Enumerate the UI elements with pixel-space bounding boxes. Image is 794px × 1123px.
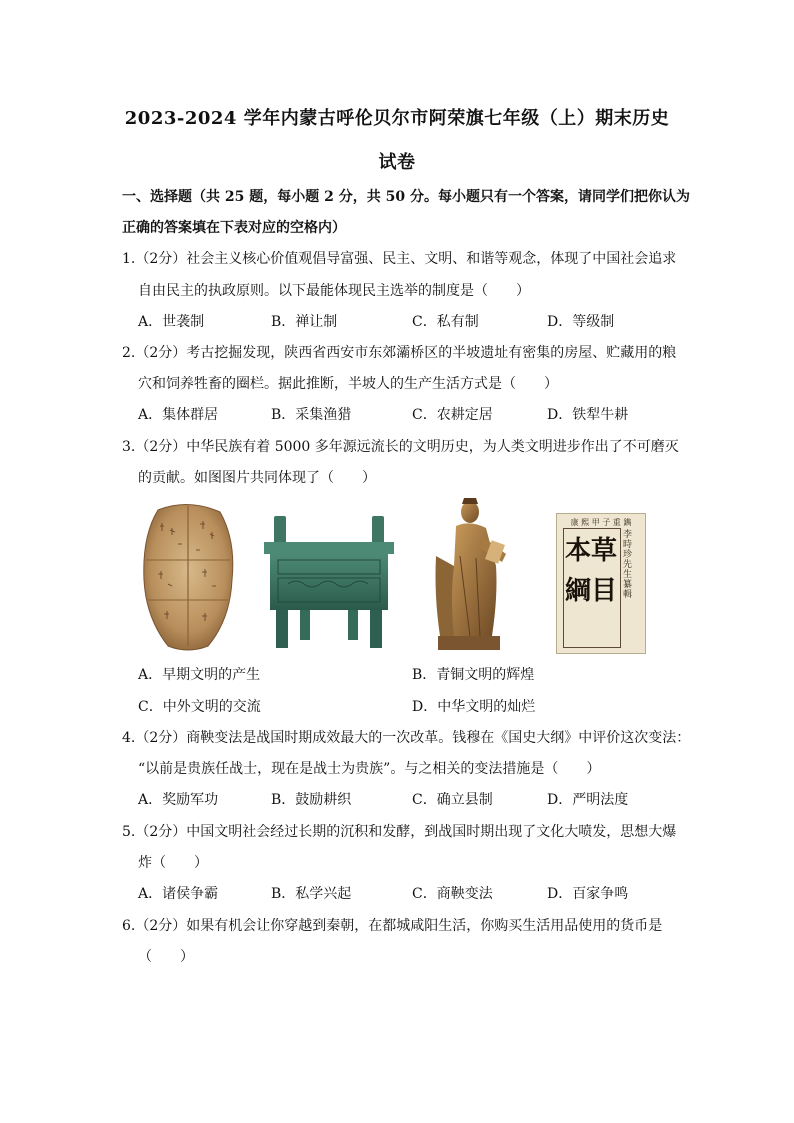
question-5-option-b[interactable]: B．私学兴起	[271, 886, 352, 902]
question-3-option-a[interactable]: A．早期文明的产生	[138, 667, 261, 683]
question-1-line1: 1.（2分）社会主义核心价值观倡导富强、民主、文明、和谐等观念，体现了中国社会追求	[122, 251, 677, 267]
section-heading-line2: 正确的答案填在下表对应的空格内）	[122, 220, 346, 236]
book-cover-char-3: 綱	[565, 576, 592, 606]
book-cover-side-text: 李時珍先生纂輯	[623, 530, 633, 600]
scholar-statue-image	[430, 496, 512, 652]
oracle-bone-image	[138, 500, 238, 652]
exam-title-line1: 2023-2024 学年内蒙古呼伦贝尔市阿荣旗七年级（上）期末历史	[124, 108, 670, 129]
question-6-line2: （ ）	[138, 949, 194, 965]
section-heading-line1: 一、选择题（共 25 题，每小题 2 分，共 50 分。每小题只有一个答案，请同学们把你认为	[122, 189, 690, 205]
bronze-ding-image	[258, 512, 400, 652]
question-4-option-c[interactable]: C．确立县制	[412, 792, 493, 808]
question-2-option-c[interactable]: C．农耕定居	[412, 407, 493, 423]
question-1-option-a[interactable]: A．世袭制	[138, 314, 205, 330]
question-4-option-d[interactable]: D．严明法度	[547, 792, 629, 808]
question-3-option-d[interactable]: D．中华文明的灿烂	[412, 699, 536, 715]
book-cover-char-2: 草	[591, 536, 618, 566]
book-cover-top-text: 康 熙 甲 子 重 鐫	[570, 518, 632, 527]
book-cover-char-4: 目	[591, 576, 618, 606]
question-2-option-b[interactable]: B．采集渔猎	[271, 407, 352, 423]
question-1-option-b[interactable]: B．禅让制	[271, 314, 338, 330]
question-5-line2: 炸（ ）	[138, 855, 208, 871]
question-2-line2: 穴和饲养牲畜的圈栏。据此推断，半坡人的生产生活方式是（ ）	[138, 376, 558, 392]
question-2-line1: 2.（2分）考古挖掘发现，陕西省西安市东郊灞桥区的半坡遗址有密集的房屋、贮藏用的粮	[122, 345, 677, 361]
question-1-line2: 自由民主的执政原则。以下最能体现民主选举的制度是（ ）	[138, 283, 530, 299]
question-1-option-d[interactable]: D．等级制	[547, 314, 615, 330]
question-4-line1: 4.（2分）商鞅变法是战国时期成效最大的一次改革。钱穆在《国史大纲》中评价这次变法：	[122, 730, 691, 746]
question-3-option-b[interactable]: B．青铜文明的辉煌	[412, 667, 535, 683]
question-3-line2: 的贡献。如图图片共同体现了（ ）	[138, 470, 376, 486]
exam-title-line2: 试卷	[378, 152, 416, 173]
book-cover-char-1: 本	[565, 536, 592, 566]
question-2-option-d[interactable]: D．铁犁牛耕	[547, 407, 629, 423]
compendium-book-cover-image	[556, 513, 646, 654]
question-1-option-c[interactable]: C．私有制	[412, 314, 479, 330]
question-6-line1: 6.（2分）如果有机会让你穿越到秦朝，在都城咸阳生活，你购买生活用品使用的货币是	[122, 918, 663, 934]
question-4-option-a[interactable]: A．奖励军功	[138, 792, 219, 808]
question-5-line1: 5.（2分）中国文明社会经过长期的沉积和发酵，到战国时期出现了文化大喷发，思想大爆	[122, 824, 677, 840]
question-5-option-d[interactable]: D．百家争鸣	[547, 886, 629, 902]
question-3-option-c[interactable]: C．中外文明的交流	[138, 699, 261, 715]
question-2-option-a[interactable]: A．集体群居	[138, 407, 219, 423]
question-4-option-b[interactable]: B．鼓励耕织	[271, 792, 352, 808]
question-5-option-a[interactable]: A．诸侯争霸	[138, 886, 219, 902]
question-5-option-c[interactable]: C．商鞅变法	[412, 886, 493, 902]
question-3-line1: 3.（2分）中华民族有着 5000 多年源远流长的文明历史，为人类文明进步作出了不可磨灭	[122, 439, 679, 455]
question-4-line2: “以前是贵族任战士，现在是战士为贵族”。与之相关的变法措施是（ ）	[138, 761, 601, 777]
